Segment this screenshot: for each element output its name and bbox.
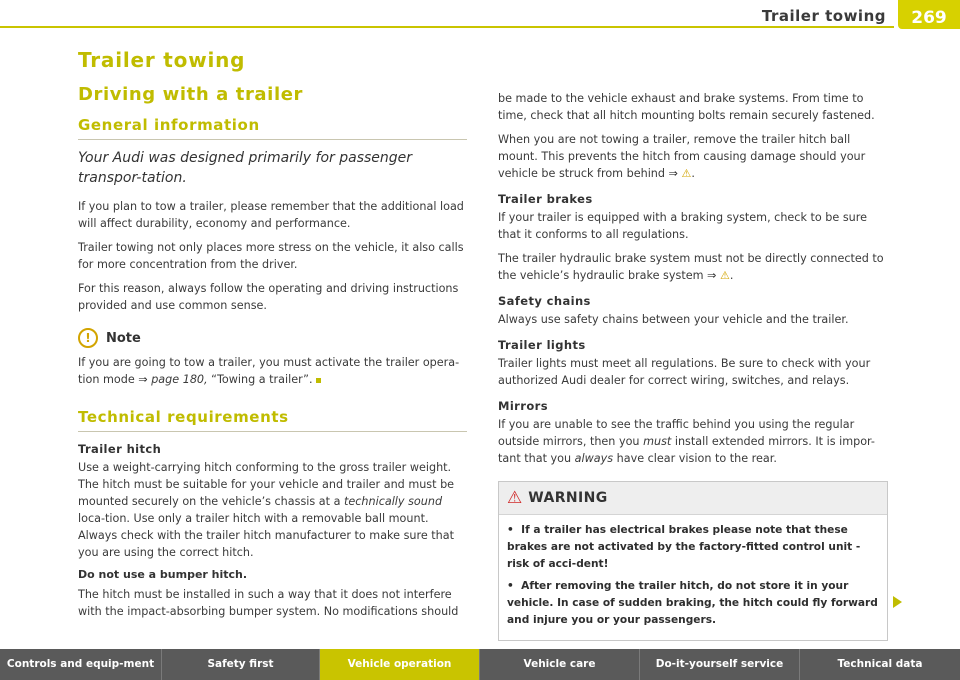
info-circle-icon: ! bbox=[78, 328, 98, 348]
page-reference-link[interactable]: page 180, bbox=[151, 373, 208, 386]
tab-technical-data[interactable]: Technical data bbox=[800, 649, 960, 680]
text-part: loca-tion. Use only a trailer hitch with a removable ball mount. Always check with the trailer hitch manufacturer to make sure that you are using the correct hitch. bbox=[78, 512, 455, 559]
paragraph: Trailer towing not only places more stress on the vehicle, it also calls for more concentration from the driver. bbox=[78, 241, 464, 271]
paragraph: When you are not towing a trailer, remove the trailer hitch ball mount. This prevents the hitch from causing damage should your vehicle be struck from behind ⇒ ⚠. bbox=[498, 133, 866, 180]
warning-header bbox=[499, 482, 887, 515]
warning-triangle-icon[interactable]: ⚠ bbox=[720, 269, 730, 282]
tab-vehicle-care[interactable]: Vehicle care bbox=[480, 649, 640, 680]
trailer-brakes-heading: Trailer brakes bbox=[498, 192, 593, 206]
warning-box bbox=[498, 481, 888, 641]
paragraph: The trailer hydraulic brake system must not be directly connected to the vehicle’s hydraulic brake system ⇒ ⚠. bbox=[498, 252, 884, 282]
paragraph: If your trailer is equipped with a braking system, check to be sure that it conforms to all regulations. bbox=[498, 211, 867, 241]
tab-controls-and-equipment[interactable]: Controls and equip-ment bbox=[0, 649, 162, 680]
chapter-title: Trailer towing bbox=[78, 48, 246, 72]
text-part: Use a weight-carrying hitch conforming to the gross trailer weight. The hitch must be suitable for your vehicle and trailer and must be mounted securely on the vehicle’s chassis at a bbox=[78, 461, 455, 508]
trailer-hitch-heading: Trailer hitch bbox=[78, 442, 162, 456]
continue-arrow-icon bbox=[893, 596, 902, 608]
paragraph: If you plan to tow a trailer, please remember that the additional load will affect durability, economy and performance. bbox=[78, 200, 464, 230]
note-label: Note bbox=[106, 330, 141, 346]
text-part: If you are unable to see the traffic behind you using the regular outside mirrors, then you bbox=[498, 418, 855, 448]
right-column bbox=[498, 90, 890, 641]
header-rule bbox=[0, 26, 894, 28]
text-part: have clear vision to the rear. bbox=[613, 452, 777, 465]
text-part: The trailer hydraulic brake system must not be directly connected to the vehicle’s hydraulic brake system ⇒ bbox=[498, 252, 884, 282]
page-number: 269 bbox=[898, 0, 960, 29]
note-text bbox=[78, 354, 467, 388]
warning-item: • If a trailer has electrical brakes please note that these brakes are not activated by the factory-fitted control unit - risk of acci-dent! bbox=[507, 524, 861, 570]
paragraph bbox=[78, 459, 467, 561]
note-header bbox=[78, 328, 467, 348]
text-part: When you are not towing a trailer, remove the trailer hitch ball mount. This prevents the hitch from causing damage should your vehicle be struck from behind ⇒ bbox=[498, 133, 866, 180]
trailer-lights-heading: Trailer lights bbox=[498, 338, 586, 352]
subsection-technical-title: Technical requirements bbox=[78, 408, 467, 432]
running-title: Trailer towing bbox=[761, 7, 886, 25]
tab-do-it-yourself-service[interactable]: Do-it-yourself service bbox=[640, 649, 800, 680]
chapter-nav bbox=[0, 649, 960, 680]
note-text-part: If you are going to tow a trailer, you must activate the trailer opera-tion mode ⇒ bbox=[78, 356, 460, 386]
emphasis-text: always bbox=[574, 452, 614, 465]
text-part: install extended mirrors. It is impor-tant that you bbox=[498, 435, 875, 465]
emphasis-text: technically sound bbox=[343, 495, 443, 508]
paragraph: For this reason, always follow the operating and driving instructions provided and use common sense. bbox=[78, 282, 459, 312]
warning-label: WARNING bbox=[528, 490, 608, 506]
paragraph: be made to the vehicle exhaust and brake systems. From time to time, check that all hitch mounting bolts remain securely fastened. bbox=[498, 92, 875, 122]
tab-vehicle-operation[interactable]: Vehicle operation bbox=[320, 649, 480, 680]
emphasis-text: must bbox=[643, 435, 672, 448]
note-text-part: “Towing a trailer”. bbox=[207, 373, 313, 386]
paragraph: Always use safety chains between your vehicle and the trailer. bbox=[498, 313, 849, 326]
warning-triangle-icon[interactable]: ⚠ bbox=[681, 167, 692, 180]
paragraph: The hitch must be installed in such a way that it does not interfere with the impact-absorbing bumper system. No modifications should bbox=[78, 588, 459, 618]
mirrors-heading: Mirrors bbox=[498, 399, 548, 413]
section-title: Driving with a trailer bbox=[78, 84, 304, 105]
tab-safety-first[interactable]: Safety first bbox=[162, 649, 320, 680]
subsection-general-title: General information bbox=[78, 116, 467, 140]
warning-body bbox=[499, 515, 887, 640]
lead-text: Your Audi was designed primarily for passenger transpor-tation. bbox=[78, 150, 413, 186]
paragraph bbox=[498, 416, 890, 467]
end-of-section-icon bbox=[316, 378, 321, 383]
left-column bbox=[78, 48, 467, 627]
warning-triangle-icon: ⚠ bbox=[507, 488, 523, 508]
warning-item: • After removing the trailer hitch, do not store it in your vehicle. In case of sudden braking, the hitch could fly forward and injure you or your passengers. bbox=[507, 580, 878, 626]
safety-chains-heading: Safety chains bbox=[498, 294, 591, 308]
page-header bbox=[0, 0, 960, 34]
paragraph: Trailer lights must meet all regulations. Be sure to check with your authorized Audi dealer for correct wiring, switches, and relays. bbox=[498, 357, 871, 387]
warning-item-text: After removing the trailer hitch, do not store it in your vehicle. In case of sudden braking, the hitch could fly forward and injure you or your passengers. bbox=[507, 580, 878, 626]
warning-item-text: If a trailer has electrical brakes please note that these brakes are not activated by the factory-fitted control unit - risk of acci-dent! bbox=[507, 524, 861, 570]
bumper-hitch-note: Do not use a bumper hitch. bbox=[78, 568, 248, 581]
